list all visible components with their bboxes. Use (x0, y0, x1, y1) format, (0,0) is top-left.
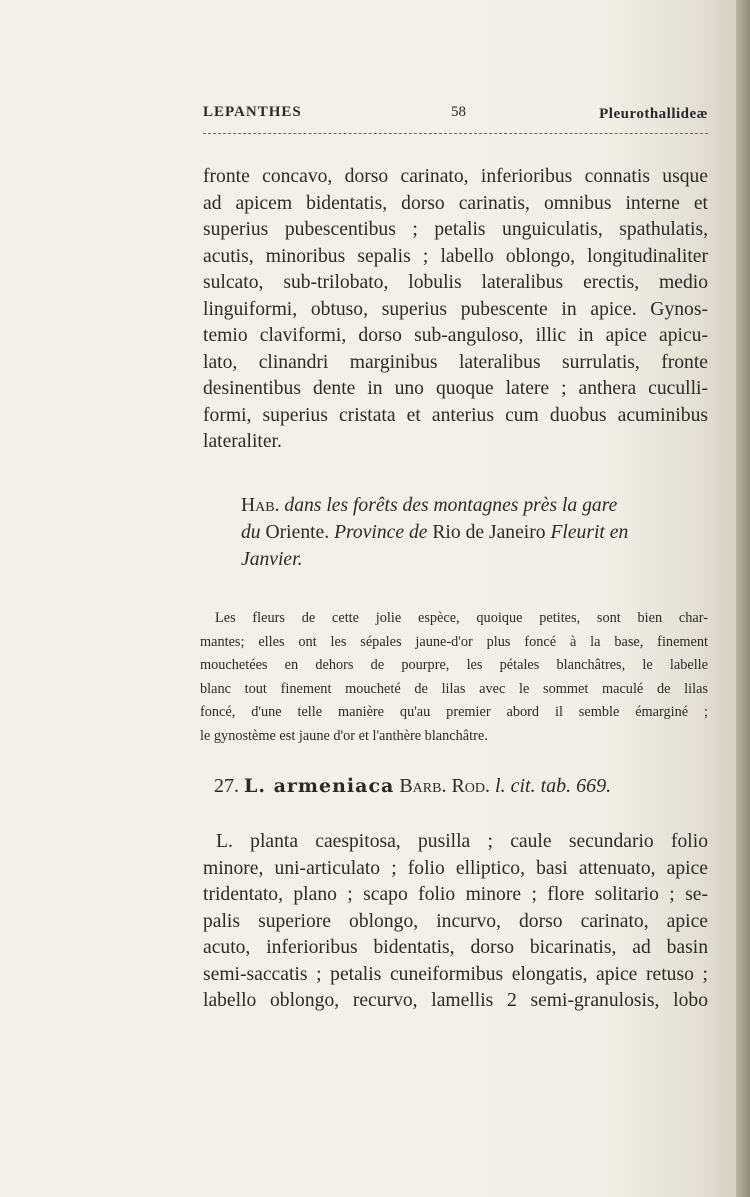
note-line: Les fleurs de cette jolie espèce, quoique petites, sont bien char- (215, 610, 708, 626)
species-number: 27. (214, 775, 239, 797)
habitat-text: dans les forêts des montagnes près la gare (284, 495, 618, 516)
text-line: lateraliter. (203, 431, 282, 452)
habitat-line-2 (203, 519, 708, 546)
text-line: labello oblongo, recurvo, lamellis 2 semi-granulosis, lobo (203, 990, 708, 1011)
species-citation: l. cit. tab. 669. (495, 775, 612, 797)
text-line: desinentibus dente in uno quoque latere ; anthera cuculli- (203, 378, 708, 399)
text-line: minore, uni-articulato ; folio elliptico, basi attenuato, apice (203, 857, 708, 879)
header-rule (203, 133, 708, 134)
habitat-text: Rio de Janeiro (432, 522, 546, 543)
header-genus: LEPANTHES (203, 104, 302, 120)
habitat-text: Oriente. (265, 522, 330, 543)
habitat-text: Province de (334, 522, 428, 543)
species-heading (214, 775, 708, 798)
habitat-text: Fleurit en (550, 522, 629, 543)
page-gutter-shadow (736, 0, 750, 1197)
text-line: acutis, minoribus sepalis ; labello oblongo, longitudinaliter (203, 245, 708, 267)
description-paragraph-1 (203, 164, 708, 456)
text-line: palis superiore oblongo, incurvo, dorso carinato, apice (203, 910, 708, 932)
species-author: Barb. (399, 775, 447, 797)
text-line: ad apicem bidentatis, dorso carinatis, omnibus interne et (203, 192, 708, 214)
page-number: 58 (451, 104, 466, 120)
note-line: mouchetées en dehors de pourpre, les pétales blanchâtres, le labelle (200, 657, 708, 674)
text-line: temio claviformi, dorso sub-anguloso, illic in apice apicu- (203, 325, 708, 346)
running-header (203, 104, 708, 128)
text-line: acuto, inferioribus bidentatis, dorso bicarinatis, ad basin (203, 937, 708, 958)
text-line: L. planta caespitosa, pusilla ; caule secundario folio (216, 831, 708, 852)
text-line: lato, clinandri marginibus lateralibus surrulatis, fronte (203, 351, 708, 373)
habitat-text: du (241, 522, 261, 543)
text-line: fronte concavo, dorso carinato, inferioribus connatis usque (203, 166, 708, 187)
french-note-paragraph (200, 607, 708, 749)
note-line: foncé, d'une telle manière qu'au premier abord il semble émarginé ; (200, 704, 708, 721)
habitat-line-3 (203, 546, 708, 573)
note-line: mantes; elles ont les sépales jaune-d'or plus foncé à la base, finement (200, 633, 708, 650)
habitat-label: Hab. (241, 495, 280, 516)
text-line: superius pubescentibus ; petalis unguiculatis, spathulatis, (203, 219, 708, 240)
note-line: le gynostème est jaune d'or et l'anthère blanchâtre. (200, 727, 488, 744)
text-line: tridentato, plano ; scapo folio minore ; flore solitario ; se- (203, 884, 708, 905)
habitat-text: Janvier. (241, 549, 303, 570)
text-line: formi, superius cristata et anterius cum duobus acuminibus (203, 404, 708, 426)
species-name: L. armeniaca (244, 775, 395, 797)
text-line: sulcato, sub-trilobato, lobulis lateralibus erectis, medio (203, 272, 708, 293)
habitat-line-1 (203, 492, 708, 519)
text-line: semi-saccatis ; petalis cuneiformibus elongatis, apice retuso ; (203, 963, 708, 985)
description-paragraph-2 (203, 829, 708, 1015)
header-family: Pleurothallideæ (599, 106, 708, 122)
habitat-paragraph (203, 492, 708, 573)
note-line: blanc tout finement moucheté de lilas avec le sommet maculé de lilas (200, 680, 708, 697)
species-reference: Rod. (451, 775, 491, 797)
text-line: linguiformi, obtuso, superius pubescente in apice. Gynos- (203, 298, 708, 320)
